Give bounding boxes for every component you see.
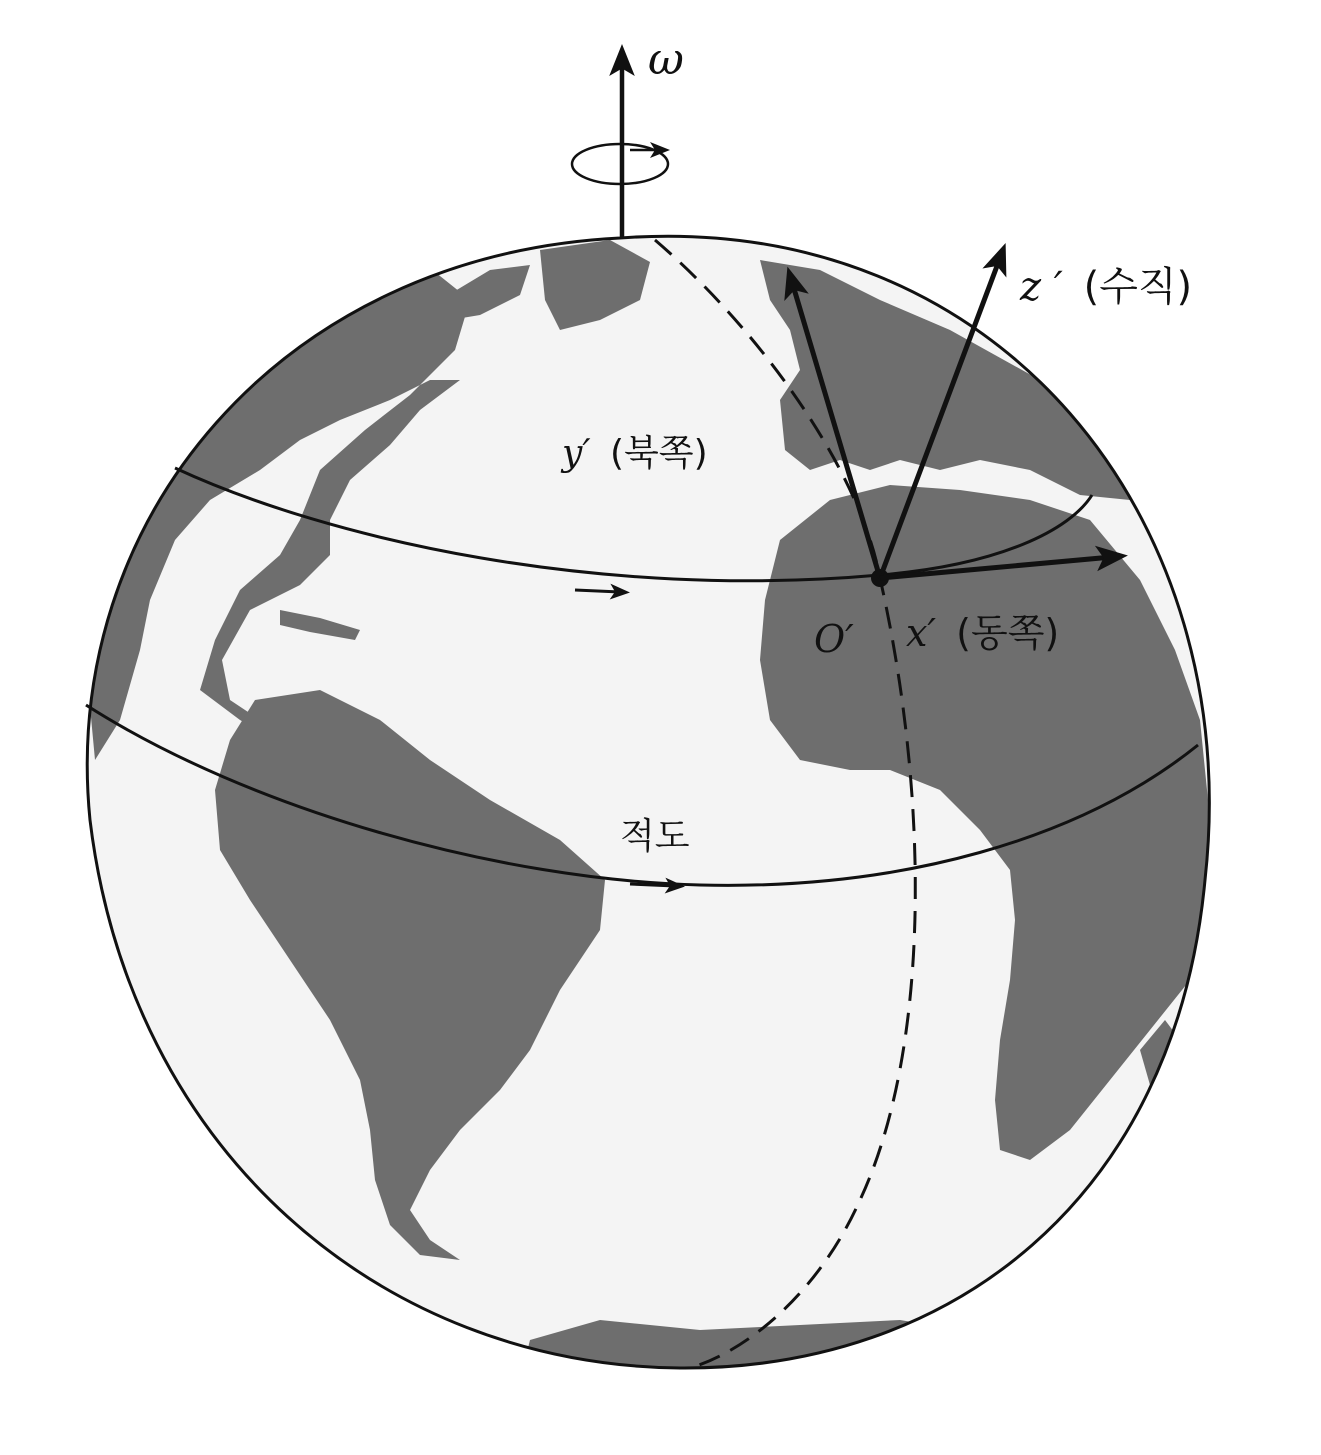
z-axis-label: z ′ (수직) xyxy=(1020,264,1193,310)
origin-label: O′ xyxy=(814,617,854,661)
y-axis-label: y′ (북쪽) xyxy=(562,433,708,474)
rotation-axis xyxy=(572,34,684,238)
x-axis-label: x′ (동쪽) xyxy=(906,611,1060,655)
omega-label: ω xyxy=(648,34,684,85)
globe xyxy=(80,236,1210,1380)
equator-label: 적도 xyxy=(620,816,690,857)
equator-direction-arrow xyxy=(630,884,675,886)
latitude-direction-arrow xyxy=(575,590,620,592)
